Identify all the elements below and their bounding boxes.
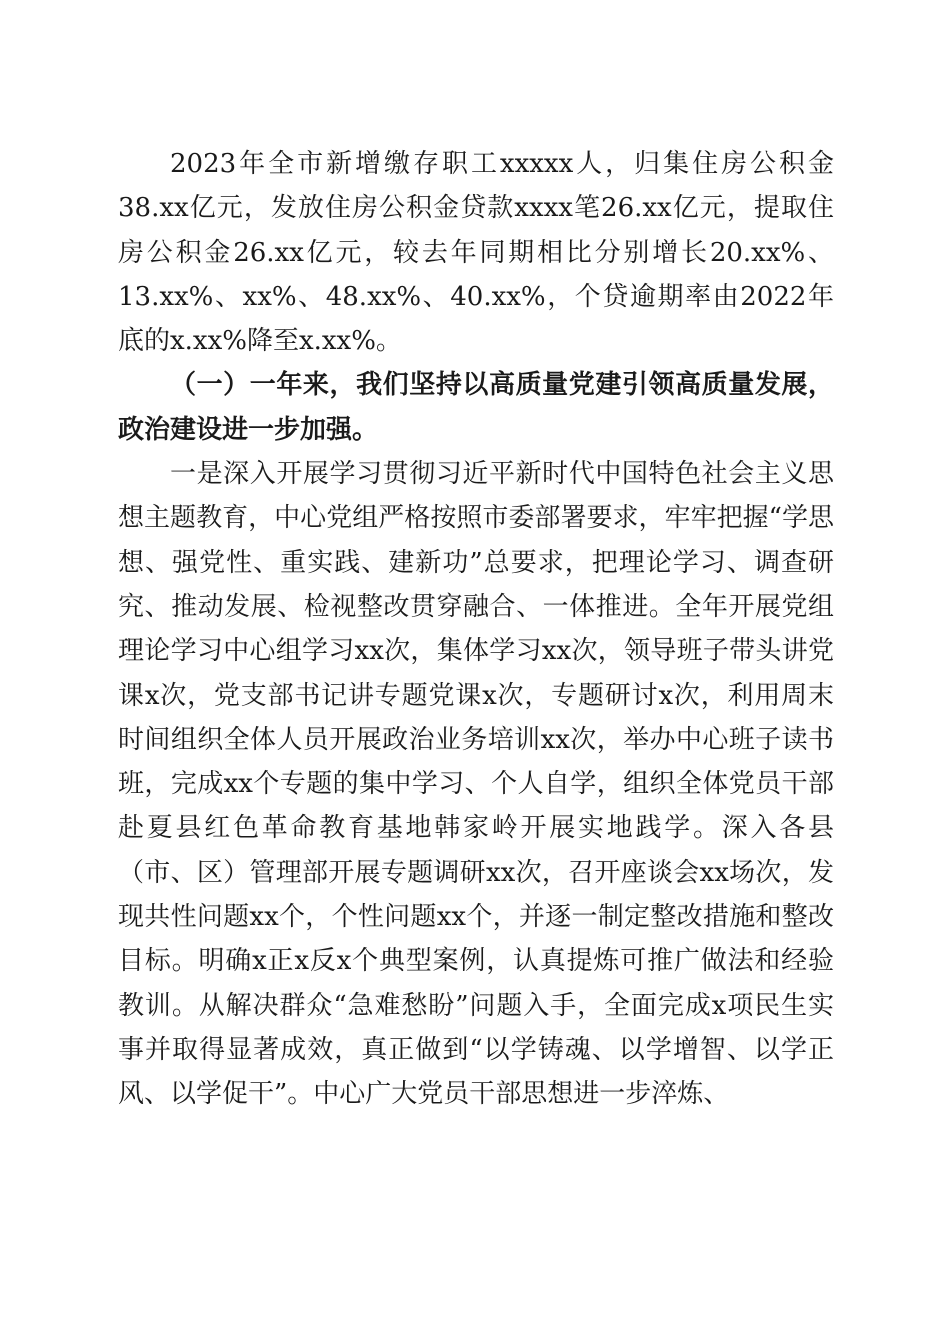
section-heading: （一）一年来，我们坚持以高质量党建引领高质量发展，政治建设进一步加强。: [118, 370, 834, 445]
paragraph-study: 一是深入开展学习贯彻习近平新时代中国特色社会主义思想主题教育，中心党组严格按照市委部署要求，牢牢把握“学思想、强党性、重实践、建新功”总要求，把理论学习、调查研究、推动发展、检视整改贯穿融合、一体推进。全年开展党组理论学习中心组学习xx次，集体学习xx次，领导班子带头讲党课x次，党支部书记讲专题党课x次，专题研讨x次，利用周末时间组织全体人员开展政治业务培训xx次，举办中心班子读书班，完成xx个专题的集中学习、个人自学，组织全体党员干部赴夏县红色革命教育基地韩家岭开展实地践学。深入各县（市、区）管理部开展专题调研xx次，召开座谈会xx场次，发现共性问题xx个，个性问题xx个，并逐一制定整改措施和整改目标。明确x正x反x个典型案例，认真提炼可推广做法和经验教训。从解决群众“急难愁盼”问题入手，全面完成x项民生实事并取得显著成效，真正做到“以学铸魂、以学增智、以学正风、以学促干”。中心广大党员干部思想进一步淬炼、: [118, 459, 834, 1110]
document-body: [118, 142, 834, 1117]
paragraph-statistics: 2023年全市新增缴存职工xxxxx人，归集住房公积金38.xx亿元，发放住房公积金贷款xxxx笔26.xx亿元，提取住房公积金26.xx亿元，较去年同期相比分别增长20.xx%、13.xx%、xx%、48.xx%、40.xx%，个贷逾期率由2022年底的x.xx%降至x.xx%。: [118, 149, 834, 357]
